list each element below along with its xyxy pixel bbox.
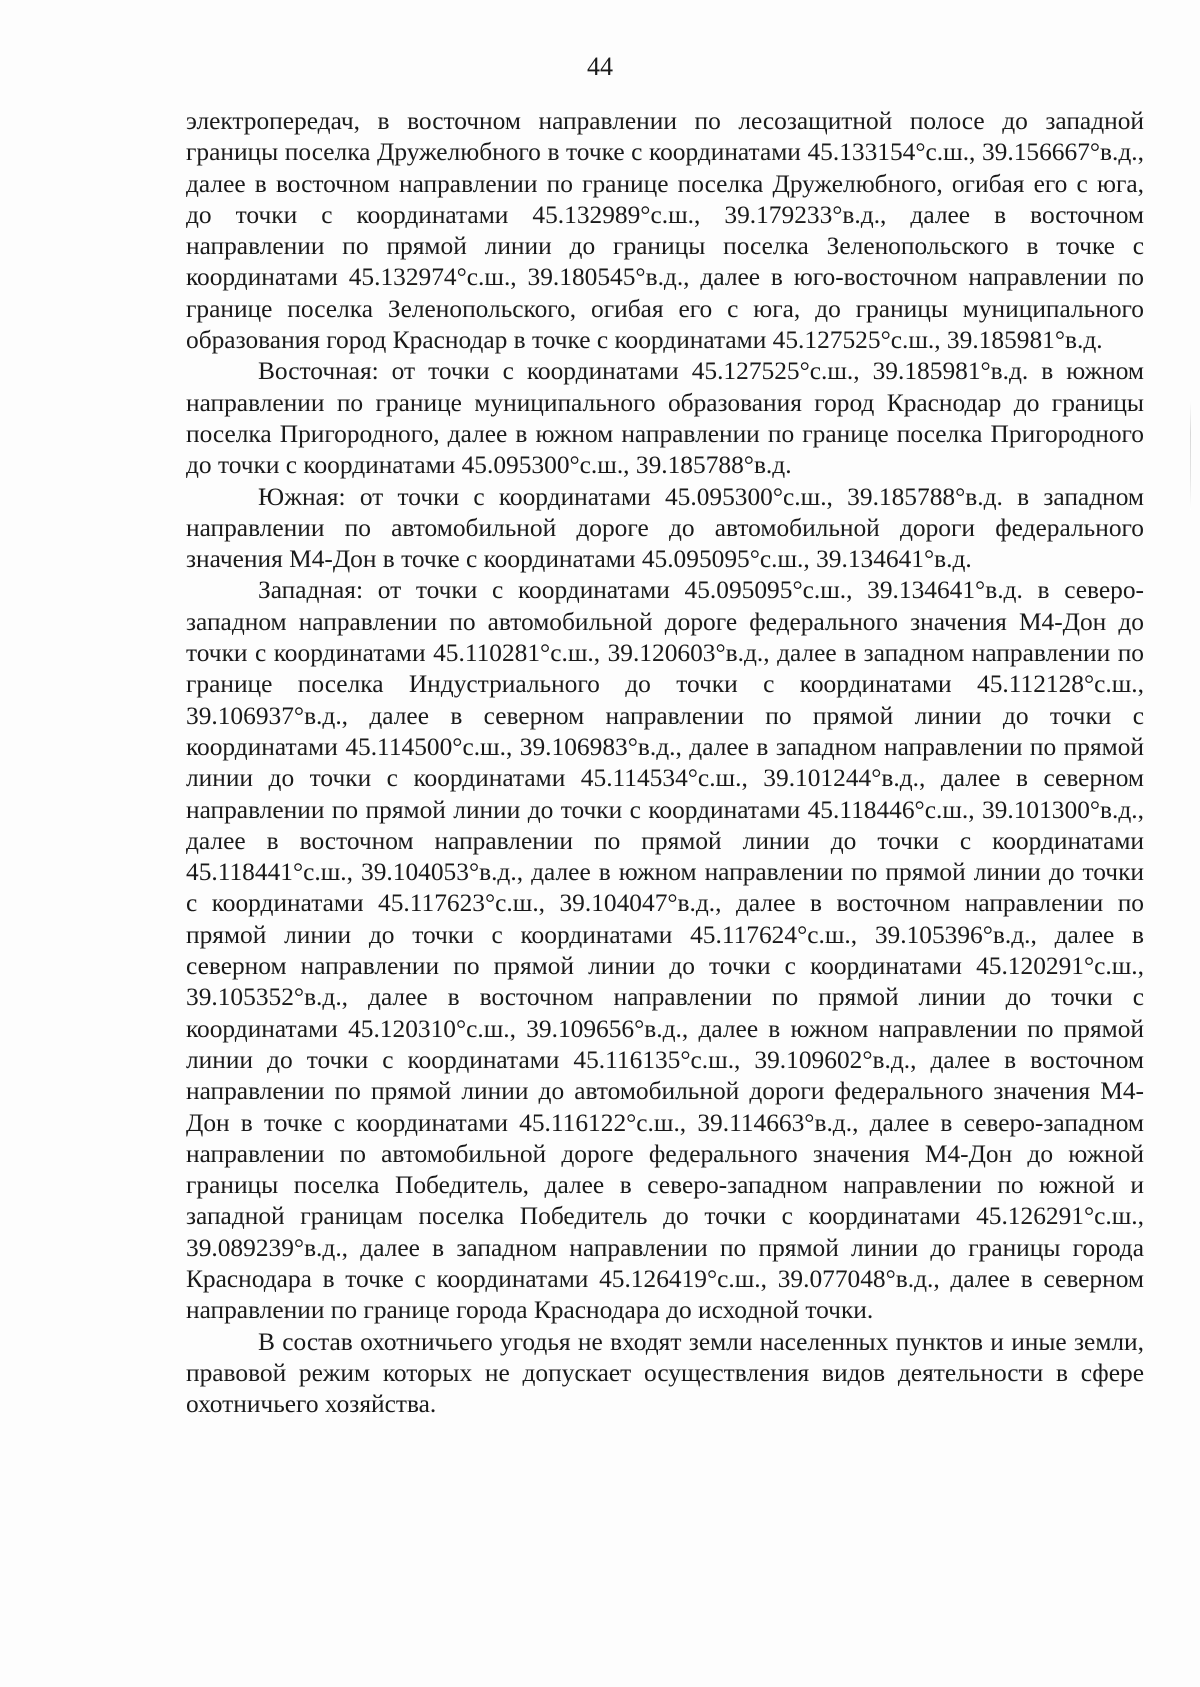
paragraph-continuation: электропередач, в восточном направлении по лесозащитной полосе до западной границы поселка Дружелюбного в точке с координатами 45.133154°с.ш., 39.156667°в.д., далее в восточном направлении по границе поселка Дружелюбного, огибая его с юга, до точки с координатами 45.132989°с.ш., 39.179233°в.д., далее в восточном направлении по прямой линии до границы поселка Зеленопольского в точке с координатами 45.132974°с.ш., 39.180545°в.д., далее в юго-восточном направлении по границе поселка Зеленопольского, огибая его с юга, до границы муниципального образования город Краснодар в точке с координатами 45.127525°с.ш., 39.185981°в.д. — [186, 107, 1144, 355]
paragraph-exclusions: В состав охотничьего угодья не входят земли населенных пунктов и иные земли, правовой режим которых не допускает осуществления видов деятельности в сфере охотничьего хозяйства. — [186, 1327, 1144, 1419]
page-number: 44 — [587, 52, 613, 81]
scan-edge-mark — [1190, 400, 1191, 510]
paragraph-southern-boundary: Южная: от точки с координатами 45.095300°с.ш., 39.185788°в.д. в западном направлении по автомобильной дороге до автомобильной дороги федерального значения М4-Дон в точке с координатами 45.095095°с.ш., 39.134641°в.д. — [186, 482, 1144, 574]
document-body — [186, 106, 1144, 1420]
paragraph-western-boundary: Западная: от точки с координатами 45.095095°с.ш., 39.134641°в.д. в северо-западном направлении по автомобильной дороге федерального значения М4-Дон до точки с координатами 45.110281°с.ш., 39.120603°в.д., далее в западном направлении по границе поселка Индустриального до точки с координатами 45.112128°с.ш., 39.106937°в.д., далее в северном направлении по прямой линии до точки с координатами 45.114500°с.ш., 39.106983°в.д., далее в западном направлении по прямой линии до точки с координатами 45.114534°с.ш., 39.101244°в.д., далее в северном направлении по прямой линии до точки с координатами 45.118446°с.ш., 39.101300°в.д., далее в восточном направлении по прямой линии до точки с координатами 45.118441°с.ш., 39.104053°в.д., далее в южном направлении по прямой линии до точки с координатами 45.117623°с.ш., 39.104047°в.д., далее в восточном направлении по прямой линии до точки с координатами 45.117624°с.ш., 39.105396°в.д., далее в северном направлении по прямой линии до точки с координатами 45.120291°с.ш., 39.105352°в.д., далее в восточном направлении по прямой линии до точки с координатами 45.120310°с.ш., 39.109656°в.д., далее в южном направлении по прямой линии до точки с координатами 45.116135°с.ш., 39.109602°в.д., далее в восточном направлении по прямой линии до автомобильной дороги федерального значения М4-Дон в точке с координатами 45.116122°с.ш., 39.114663°в.д., далее в северо-западном направлении по автомобильной дороге федерального значения М4-Дон до южной границы поселка Победитель, далее в северо-западном направлении по южной и западной границам поселка Победитель до точки с координатами 45.126291°с.ш., 39.089239°в.д., далее в западном направлении по прямой линии до границы города Краснодара в точке с координатами 45.126419°с.ш., 39.077048°в.д., далее в северном направлении по границе города Краснодара до исходной точки. — [186, 576, 1144, 1325]
paragraph-eastern-boundary: Восточная: от точки с координатами 45.127525°с.ш., 39.185981°в.д. в южном направлении по границе муниципального образования город Краснодар до границы поселка Пригородного, далее в южном направлении по границе поселка Пригородного до точки с координатами 45.095300°с.ш., 39.185788°в.д. — [186, 357, 1144, 480]
